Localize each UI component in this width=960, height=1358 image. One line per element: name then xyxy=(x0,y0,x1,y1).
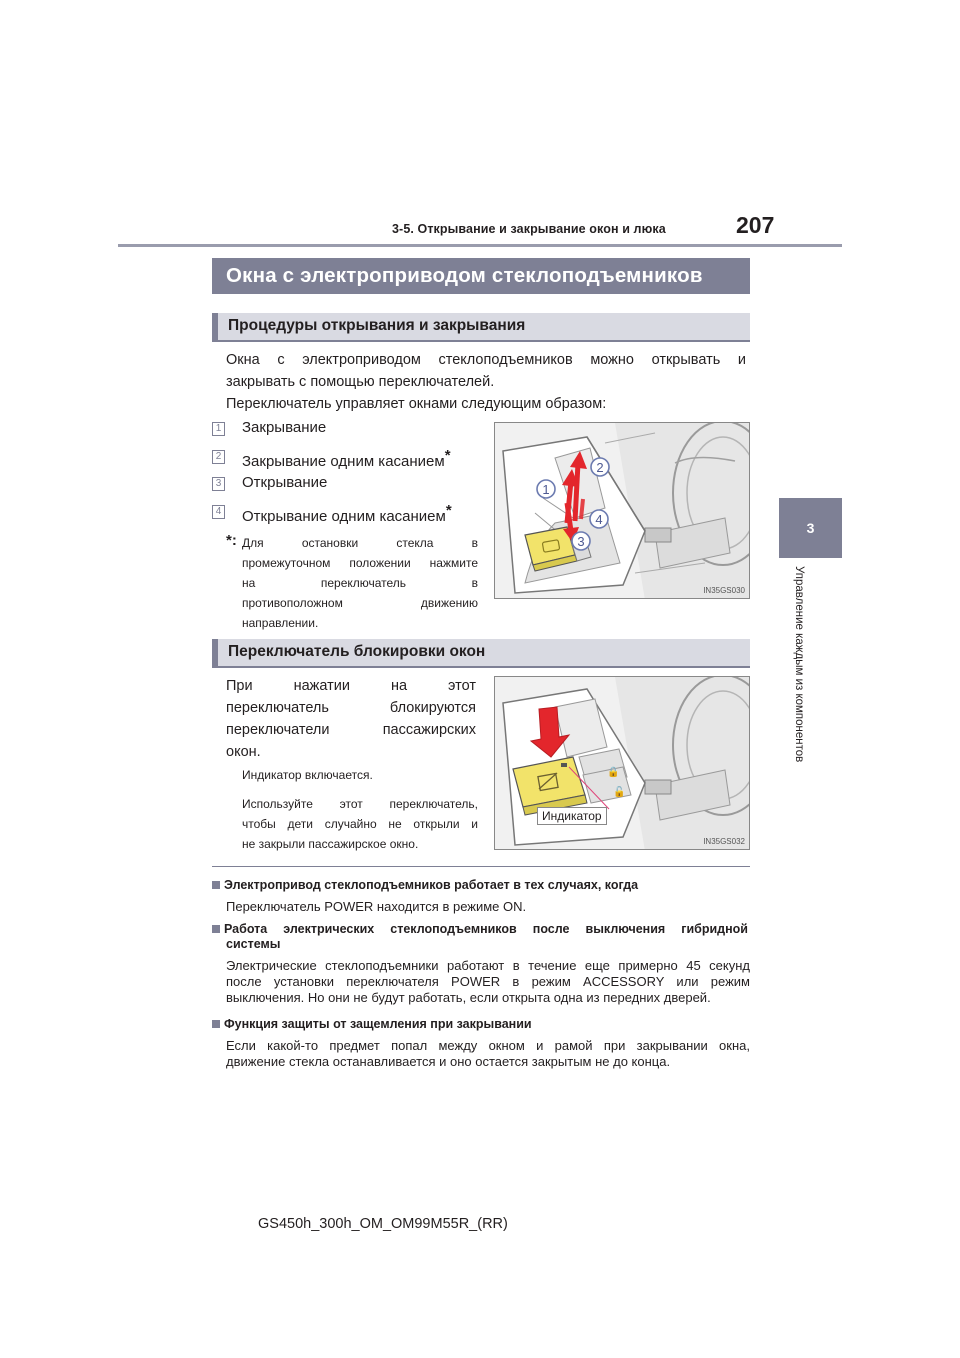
note-heading-operating-conditions: Электропривод стеклоподъемников работает в тех случаях, когда xyxy=(212,878,750,893)
running-header-section: 3-5. Открывание и закрывание окон и люка xyxy=(392,222,666,236)
footnote-star: * xyxy=(444,447,451,464)
footnote-line-3: на переключатель в xyxy=(242,576,478,590)
section-heading-procedures xyxy=(212,313,750,342)
manual-code-footer: GS450h_300h_OM_OM99M55R_(RR) xyxy=(258,1216,508,1232)
window-switch-illustration xyxy=(495,423,750,599)
usage-note-line-1: Используйте этот переключатель, xyxy=(242,797,478,811)
intro-line-3: Переключатель управляет окнами следующим образом: xyxy=(226,396,607,412)
indicator-label: Индикатор xyxy=(537,807,607,825)
note-body-line: выключения. Но они не будут работать, если открыта одна из передних дверей. xyxy=(226,990,711,1005)
item-number-4: 4 xyxy=(212,505,225,519)
chapter-tab[interactable]: 3 xyxy=(779,498,842,558)
item-number-1: 1 xyxy=(212,422,225,436)
callout-2-icon xyxy=(591,458,609,476)
indicator-note: Индикатор включается. xyxy=(242,768,373,782)
section-heading-lock-switch xyxy=(212,639,750,668)
intro-line-2: закрывать с помощью переключателей. xyxy=(226,374,495,390)
note-body-line: Если какой-то предмет попал между окном и рамой при закрывании окна, xyxy=(226,1038,750,1053)
footnote-line-5: направлении. xyxy=(242,616,319,630)
footnote-line-1: Для остановки стекла в xyxy=(242,536,478,550)
note-heading-after-shutoff-cont: системы xyxy=(226,937,281,951)
figure-code: IN35GS032 xyxy=(703,837,745,846)
svg-text:3: 3 xyxy=(577,534,585,549)
lock-text-line-2: переключатель блокируются xyxy=(226,700,476,716)
note-heading-jam-protection: Функция защиты от защемления при закрывании xyxy=(212,1017,750,1032)
heading-accent xyxy=(212,313,218,340)
section-heading-text: Переключатель блокировки окон xyxy=(228,643,486,660)
lock-text-line-4: окон. xyxy=(226,744,261,760)
bullet-square-icon xyxy=(212,881,220,889)
note-body-line: движение стекла останавливается и оно остается закрытым не до конца. xyxy=(226,1054,671,1069)
note-body-line: Переключатель POWER находится в режиме ON. xyxy=(226,899,527,914)
figure-code: IN35GS030 xyxy=(703,586,745,595)
svg-text:1: 1 xyxy=(542,482,550,497)
lock-switch-figure xyxy=(494,676,750,850)
item-label-auto-closing: Закрывание одним касанием* xyxy=(242,447,451,470)
intro-line-1: Окна с электроприводом стеклоподъемников можно открывать и xyxy=(226,352,746,368)
note-body-line: после установки переключателя POWER в режим ACCESSORY или режим xyxy=(226,974,750,989)
footnote-line-4: противоположном движению xyxy=(242,596,478,610)
footnote-star: * xyxy=(445,502,452,519)
note-heading-after-shutoff: Работа электрических стеклоподъемников после выключения гибридной xyxy=(212,922,750,937)
page-title: Окна с электроприводом стеклоподъемников xyxy=(212,258,750,294)
item-number-2: 2 xyxy=(212,450,225,464)
item-label-opening: Открывание xyxy=(242,474,328,491)
lock-text-line-1: При нажатии на этот xyxy=(226,678,476,694)
callout-4-icon xyxy=(590,510,608,528)
lock-text-line-3: переключатели пассажирских xyxy=(226,722,476,738)
window-switch-figure xyxy=(494,422,750,599)
callout-1-icon xyxy=(537,480,555,498)
section-divider xyxy=(212,866,750,867)
item-label-closing: Закрывание xyxy=(242,419,327,436)
heading-accent xyxy=(212,639,218,666)
chapter-tab-label: Управление каждым из компонентов xyxy=(793,566,805,763)
note-body-line: Электрические стеклоподъемники работают в течение еще примерно 45 секунд xyxy=(226,958,750,973)
footnote-line-2: промежуточном положении нажмите xyxy=(242,556,478,570)
svg-text:🔒: 🔒 xyxy=(607,767,620,778)
page-number: 207 xyxy=(736,212,775,238)
callout-3-icon xyxy=(572,532,590,550)
usage-note-line-3: не закрыли пассажирское окно. xyxy=(242,837,419,851)
svg-text:🔓: 🔓 xyxy=(613,787,626,798)
bullet-square-icon xyxy=(212,925,220,933)
item-label-auto-opening: Открывание одним касанием* xyxy=(242,502,452,525)
lock-switch-illustration xyxy=(495,677,750,850)
section-heading-text: Процедуры открывания и закрывания xyxy=(228,317,526,334)
svg-text:2: 2 xyxy=(596,460,604,475)
bullet-square-icon xyxy=(212,1020,220,1028)
item-number-3: 3 xyxy=(212,477,225,491)
usage-note-line-2: чтобы дети случайно не открыли и xyxy=(242,817,478,831)
svg-text:4: 4 xyxy=(595,512,603,527)
footnote-marker: *: xyxy=(226,532,237,549)
header-rule xyxy=(118,244,842,247)
